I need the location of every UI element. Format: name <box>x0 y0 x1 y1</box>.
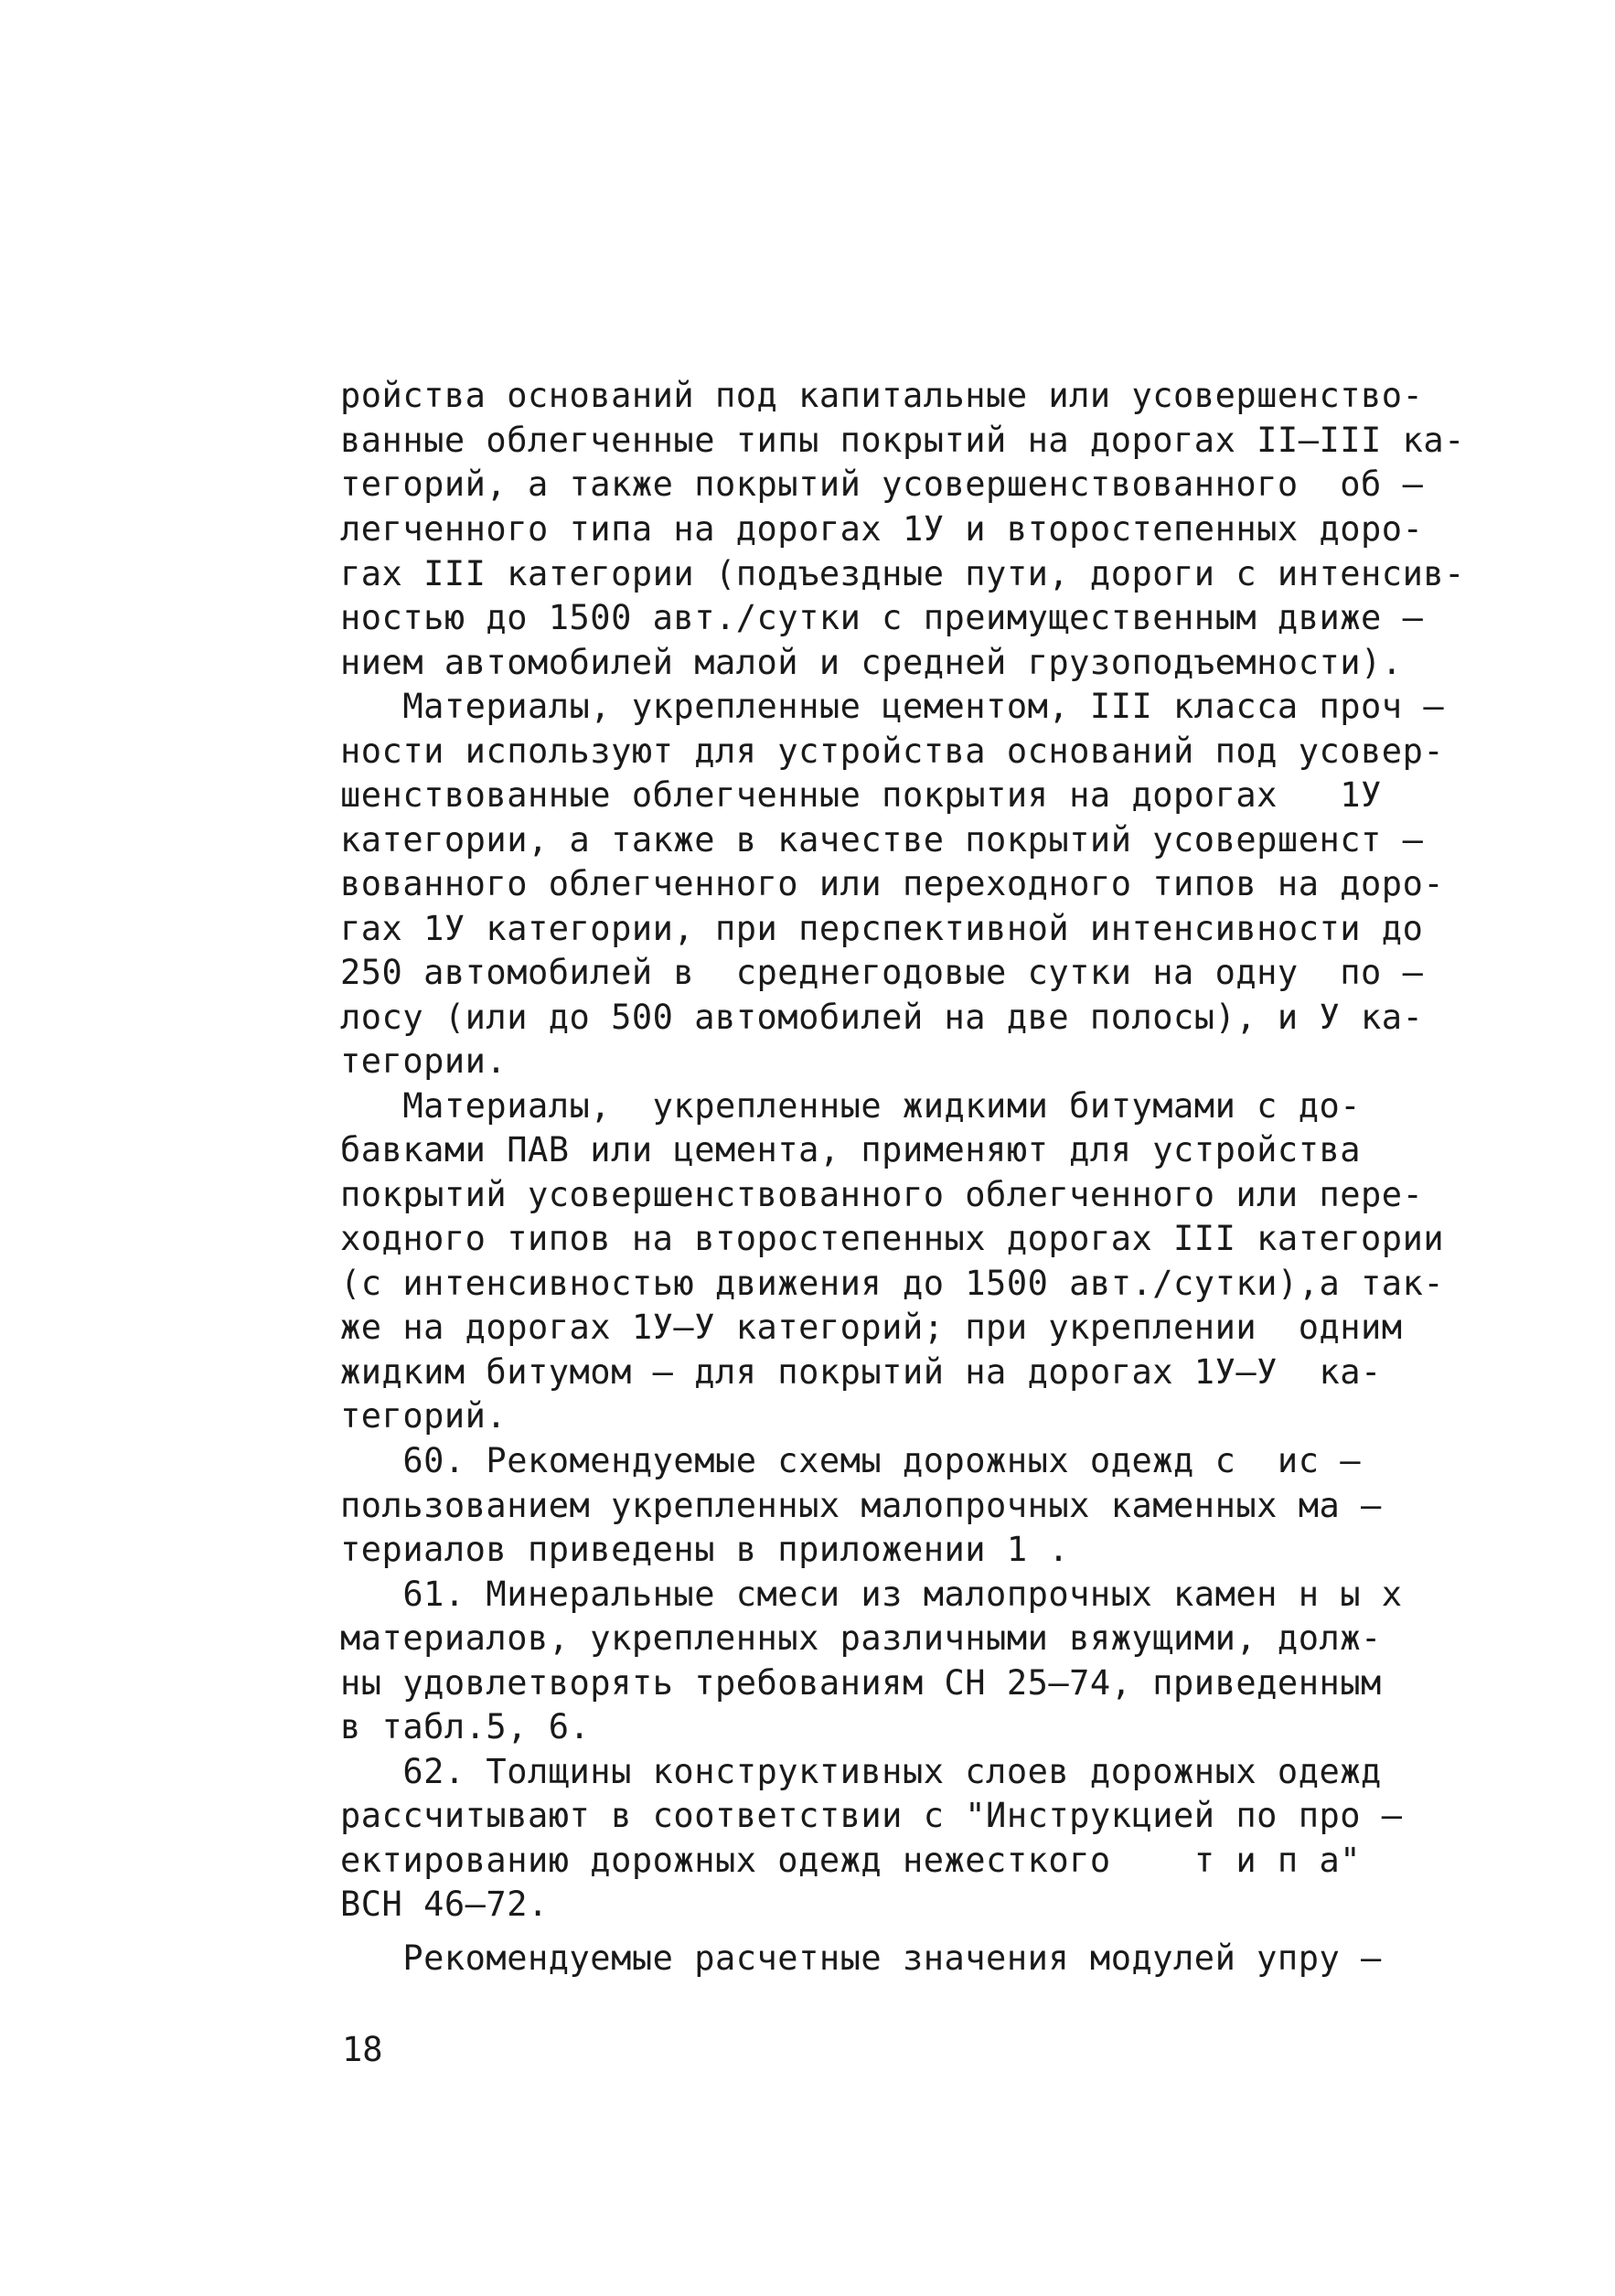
text-line: ванные облегченные типы покрытий на дорогах II–III ка- <box>340 421 1465 460</box>
text-line: Материалы, укрепленные жидкими битумами с до- <box>340 1086 1362 1126</box>
page-number: 18 <box>342 2030 383 2069</box>
text-line: Рекомендуемые расчетные значения модулей упру – <box>340 1938 1382 1978</box>
text-line: териалов приведены в приложении 1 . <box>340 1530 1070 1569</box>
text-line: пользованием укрепленных малопрочных каменных ма – <box>340 1486 1382 1525</box>
text-line: ройства оснований под капитальные или усовершенство- <box>340 376 1424 415</box>
text-line: тегорий. <box>340 1396 508 1436</box>
text-line: 61. Минеральные смеси из малопрочных камен н ы х <box>340 1575 1403 1614</box>
text-line: ны удовлетворять требованиям СН 25–74, приведенным <box>340 1663 1382 1703</box>
text-line: гах 1У категории, при перспективной интенсивности до <box>340 909 1424 948</box>
text-line: бавками ПАВ или цемента, применяют для устройства <box>340 1130 1362 1169</box>
text-line: ектированию дорожных одежд нежесткого т и п а" <box>340 1841 1362 1880</box>
text-line: же на дорогах 1У–У категорий; при укреплении одним <box>340 1308 1403 1347</box>
text-line: ности используют для устройства оснований под усовер- <box>340 732 1445 771</box>
text-line: гах III категории (подъездные пути, дороги с интенсив- <box>340 554 1465 593</box>
text-line: легченного типа на дорогах 1У и второстепенных доро- <box>340 509 1424 549</box>
text-line: покрытий усовершенствованного облегченного или пере- <box>340 1175 1424 1214</box>
text-line: нием автомобилей малой и средней грузоподъемности). <box>340 643 1403 682</box>
text-line: в табл.5, 6. <box>340 1707 591 1746</box>
text-line: шенствованные облегченные покрытия на дорогах 1У <box>340 775 1382 815</box>
text-line: 60. Рекомендуемые схемы дорожных одежд с ис – <box>340 1441 1362 1480</box>
text-line: ностью до 1500 авт./сутки с преимущественным движе – <box>340 598 1424 637</box>
text-line: тегории. <box>340 1041 508 1081</box>
text-line: рассчитывают в соответствии с "Инструкцией по про – <box>340 1796 1403 1835</box>
text-line: тегорий, а также покрытий усовершенствованного об – <box>340 465 1424 504</box>
text-line: (с интенсивностью движения до 1500 авт./сутки),а так- <box>340 1264 1445 1303</box>
text-line: лосу (или до 500 автомобилей на две полосы), и У ка- <box>340 998 1424 1037</box>
text-line: Материалы, укрепленные цементом, III класса проч – <box>340 687 1445 726</box>
text-line: категории, а также в качестве покрытий усовершенст – <box>340 820 1424 860</box>
text-line: материалов, укрепленных различными вяжущими, долж- <box>340 1618 1382 1658</box>
text-line: жидким битумом – для покрытий на дорогах 1У–У ка- <box>340 1352 1382 1392</box>
text-line: вованного облегченного или переходного типов на доро- <box>340 864 1445 903</box>
text-line: ходного типов на второстепенных дорогах III категории <box>340 1219 1445 1258</box>
text-line: 62. Толщины конструктивных слоев дорожных одежд <box>340 1752 1382 1791</box>
text-line: 250 автомобилей в среднегодовые сутки на одну по – <box>340 953 1424 992</box>
text-line: ВСН 46–72. <box>340 1885 549 1924</box>
